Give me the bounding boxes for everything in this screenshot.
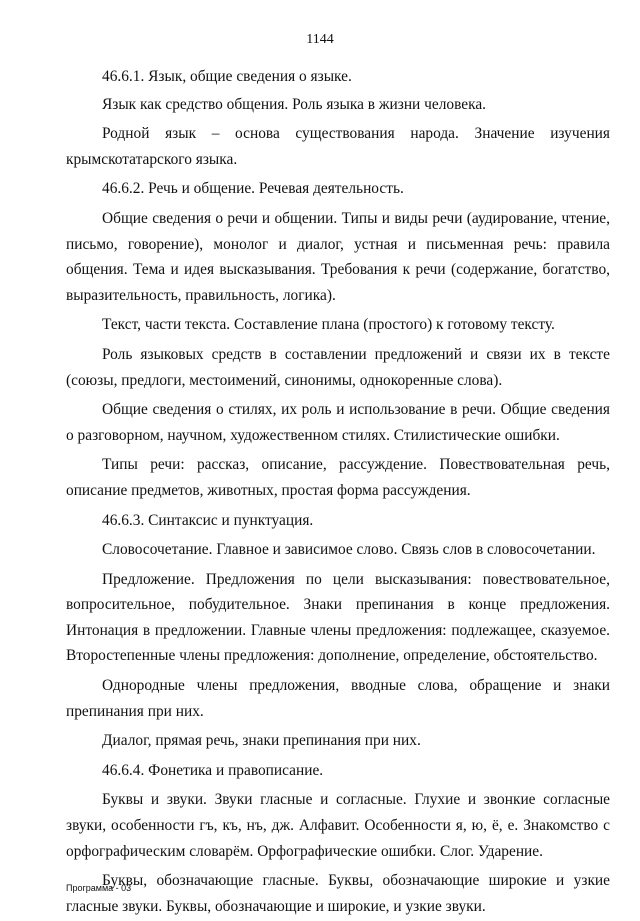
paragraph: Общие сведения о стилях, их роль и использование в речи. Общие сведения о разговорном, научном, художественном стилях. Стилистические ошибки. <box>66 401 610 444</box>
page-number: 1144 <box>306 32 334 47</box>
paragraph: Буквы, обозначающие гласные. Буквы, обозначающие широкие и узкие гласные звуки. Буквы, обозначающие и широкие, и узкие звуки. <box>66 872 610 915</box>
page-footer: Программа - 03 <box>66 883 132 893</box>
section-heading: 46.6.2. Речь и общение. Речевая деятельность. <box>102 180 404 198</box>
paragraph: Общие сведения о речи и общении. Типы и виды речи (аудирование, чтение, письмо, говорение), монолог и диалог, устная и письменная речь: правила общения. Тема и идея высказывания. Требования к речи (содержание, богатство, выразительность, правильность, логика). <box>66 209 610 304</box>
document-body <box>66 64 610 921</box>
paragraph: Язык как средство общения. Роль языка в жизни человека. <box>102 95 487 113</box>
paragraph: Роль языковых средств в составлении предложений и связи их в тексте (союзы, предлоги, местоимений, синонимы, однокоренные слова). <box>66 345 610 389</box>
paragraph: Родной язык – основа существования народа. Значение изучения крымскотатарского языка. <box>66 125 610 168</box>
section-heading: 46.6.4. Фонетика и правописание. <box>102 761 324 779</box>
paragraph: Буквы и звуки. Звуки гласные и согласные. Глухие и звонкие согласные звуки, особенности гъ, къ, нъ, дж. Алфавит. Особенности я, ю, ё, е. Знакомство с орфографическим словарём. Орфографические ошибки. Слог. Ударение. <box>66 791 610 860</box>
paragraph: Диалог, прямая речь, знаки препинания при них. <box>102 732 421 750</box>
section-heading: 46.6.3. Синтаксис и пунктуация. <box>102 511 314 529</box>
paragraph: Однородные члены предложения, вводные слова, обращение и знаки препинания при них. <box>66 677 610 720</box>
paragraph: Предложение. Предложения по цели высказывания: повествовательное, вопросительное, побудительное. Знаки препинания в конце предложения. Интонация в предложении. Главные члены предложения: подлежащее, сказуемое. Второстепенные члены предложения: дополнение, определение, обстоятельство. <box>66 570 610 665</box>
paragraph: Словосочетание. Главное и зависимое слово. Связь слов в словосочетании. <box>102 541 596 559</box>
paragraph: Текст, части текста. Составление плана (простого) к готовому тексту. <box>102 316 555 334</box>
section-heading: 46.6.1. Язык, общие сведения о языке. <box>102 68 352 85</box>
paragraph: Типы речи: рассказ, описание, рассуждение. Повествовательная речь, описание предметов, животных, простая форма рассуждения. <box>66 456 610 499</box>
